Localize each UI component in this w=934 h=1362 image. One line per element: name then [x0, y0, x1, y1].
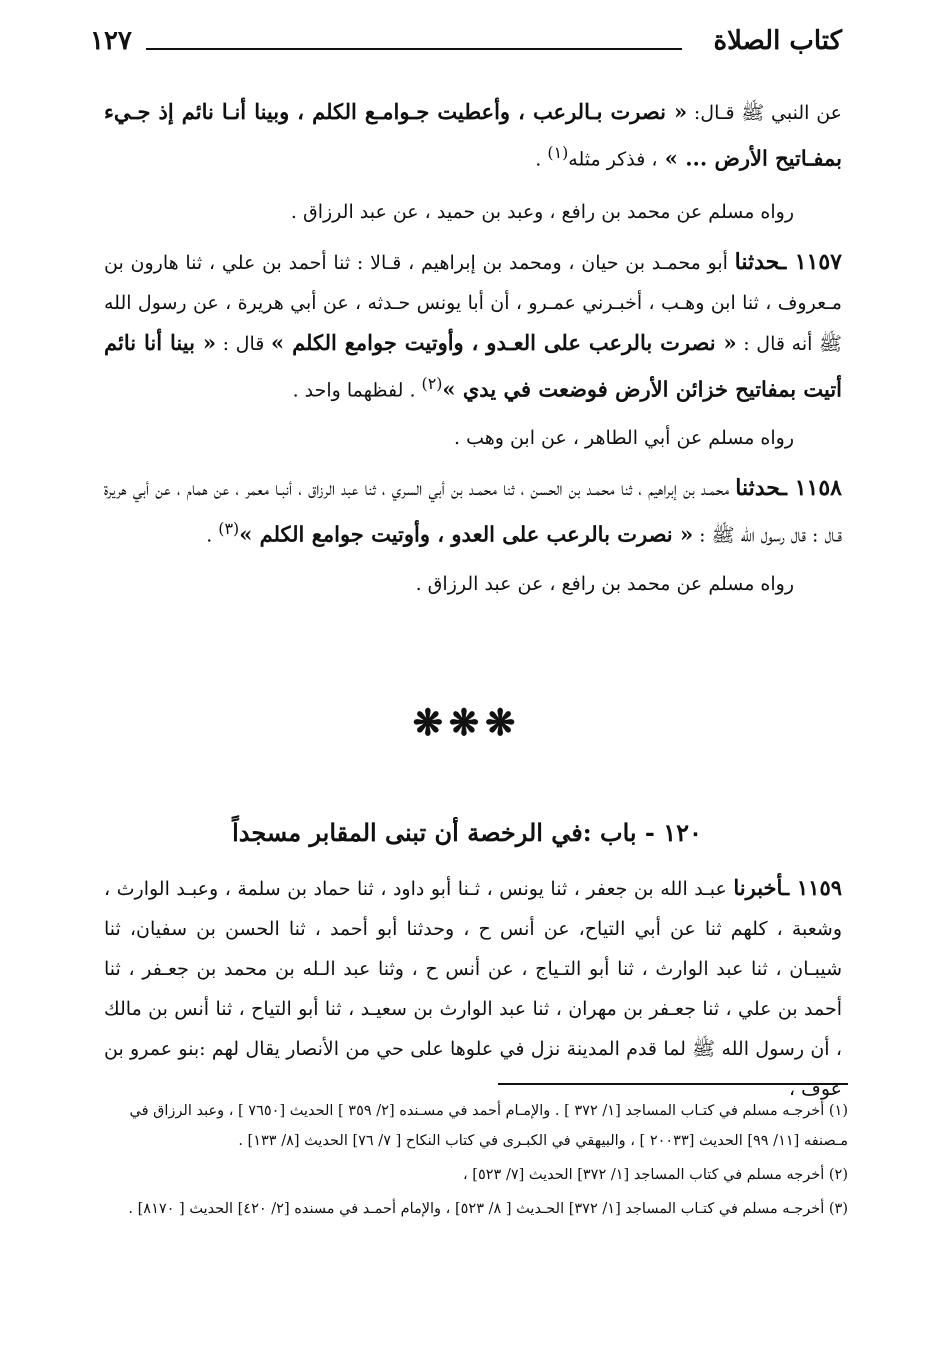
- hadith-quote: « نصرت بالرعب على العدو ، وأوتيت جوامع الكلم »: [239, 521, 694, 547]
- hadith-keyword: أخبرنا: [733, 875, 783, 900]
- riwaya-line: رواه مسلم عن محمد بن رافع ، وعبد بن حميد ، عن عبد الرزاق .: [290, 201, 794, 223]
- hadith-number: ١١٥٧ ـ: [779, 249, 842, 275]
- section-heading: ١٢٠ - باب :في الرخصة أن تبنى المقابر مسجداً: [232, 818, 702, 847]
- hadith-quote: « نصرت بالرعب على العـدو ، وأوتيت جوامع الكلم »: [271, 330, 737, 355]
- footnote-ref: (١): [547, 143, 569, 162]
- riwaya-line: رواه مسلم عن محمد بن رافع ، عن عبد الرزاق .: [415, 572, 794, 595]
- footnote-rule: [498, 1083, 848, 1085]
- hadith-1157: ١١٥٧ ـحدثنا أبو محمـد بن حيان ، ومحمد بن إبراهيم ، قـالا : ثنا أحمد بن علي ، ثنا هارون بن مـعروف ، ثنا ابن وهـب ، أخبـرني عمـرو ، أن أبا يونس حـدثه ، عن أبي هريرة ، عن رسول الله ﷺ أنه قال : « نصرت بالرعب على العـدو ، وأوتيت جوامع الكلم » قال : « بينا أنا نائم أتيت بمفاتيح خزائن الأرض فوضعت في يدي »$^{(٢)}$ . لفظهما واحد .: [104, 249, 842, 402]
- main-text-continued: [104, 868, 842, 1109]
- hadith-keyword: حدثنا: [734, 249, 780, 275]
- hadith-keyword: حدثنا: [735, 475, 781, 502]
- section-divider-stars: ❋❋❋: [412, 702, 522, 744]
- footnote-1: (١) أخرجـه مسلم في كتـاب المساجد [١/ ٣٧٢ ] . والإمـام أحمد في مسـنده [٢/ ٣٥٩ ] الحديث [٧٦٥٠ ] ، وعبد الرزاق في مـصنفه [١١/ ٩٩] الحديث [٢٠٠٣٣ ] ، والبيهقي في الكبـرى في كتاب النكاح [ ٧/ ٧٦] الحديث [٨/ ١٣٣] .: [129, 1103, 848, 1149]
- hadith-number: ١١٥٨ ـ: [780, 475, 842, 502]
- hadith-1158: ١١٥٨ ـحدثنا محمـد بن إبراهيم ، ثنا محمـد بن الحسن ، ثنا محمـد بن أبي السري ، ثنا عبد الرزاق ، أنبـا معمر ، عن همام ، عن أبي هريرة قـال : قال رسول الله ﷺ : « نصرت بالرعب على العدو ، وأوتيت جوامع الكلم »$^{(٣)}$ .: [104, 475, 842, 547]
- header-rule: [146, 48, 682, 50]
- footnote-ref: (٣): [218, 519, 240, 539]
- footnote-2: (٢) أخرجه مسلم في كتاب المساجد [١/ ٣٧٢] الحديث [٧/ ٥٢٣] ،: [463, 1167, 848, 1183]
- hadith-continuation: عن النبي ﷺ قـال: « نصرت بـالرعب ، وأعطيت جـوامـع الكلم ، وبينا أنـا نائم إذ جـيء بمفـاتيح الأرض ... » ، فذكر مثله$^{(١)}$ .: [104, 99, 842, 171]
- hadith-1159: ١١٥٩ ـأخبرنا عبـد الله بن جعفر ، ثنا يونس ، ثـنا أبو داود ، ثنا حماد بن سلمة ، وعبـد الوارث ، وشعبة ، كلهم ثنا عن أبي التياح، عن أنس ح ، وحدثنا أبو أحمد ، ثنا الحسن بن سفيان، ثنا شيبـان ، ثنا عبد الوارث ، ثنا أبو التـياج ، عن أنس ح ، وثنا عبد الـله بن محمد بن جعـفر ، ثنا أحمد بن علي ، ثنا جعـفر بن مهران ، ثنا عبد الوارث بن سعيـد ، ثنا أبو التياح ، ثنا أنس بن مالك ، أن رسول الله ﷺ لما قدم المدينة نزل في علوها على حي من الأنصار يقال لهم :بنو عمرو بن عوف ،: [104, 875, 843, 1100]
- main-text: [104, 92, 842, 614]
- hadith-quote: « بينا أنا نائم أتيت بمفاتيح خزائن الأرض فوضعت في يدي »: [104, 330, 842, 402]
- hadith-number: ١١٥٩ ـ: [782, 875, 843, 900]
- chapter-title: كتاب الصلاة: [713, 26, 842, 56]
- footnote-ref: (٢): [421, 374, 443, 393]
- footnotes: [108, 1096, 848, 1228]
- hadith-quote: « نصرت بـالرعب ، وأعطيت جـوامـع الكلم ، وبينا أنـا نائم إذ جـيء بمفـاتيح الأرض ... »: [104, 99, 842, 171]
- page-header: [90, 26, 842, 68]
- page-number: ١٢٧: [90, 26, 132, 56]
- riwaya-line: رواه مسلم عن أبي الطاهر ، عن ابن وهب .: [453, 427, 794, 450]
- footnote-3: (٣) أخرجـه مسلم في كتـاب المساجد [١/ ٣٧٢] الحـديث [ ٨/ ٥٢٣] ، والإمام أحمـد في مسنده [٢/ ٤٢٠] الحديث [ ٨١٧٠] .: [128, 1201, 848, 1217]
